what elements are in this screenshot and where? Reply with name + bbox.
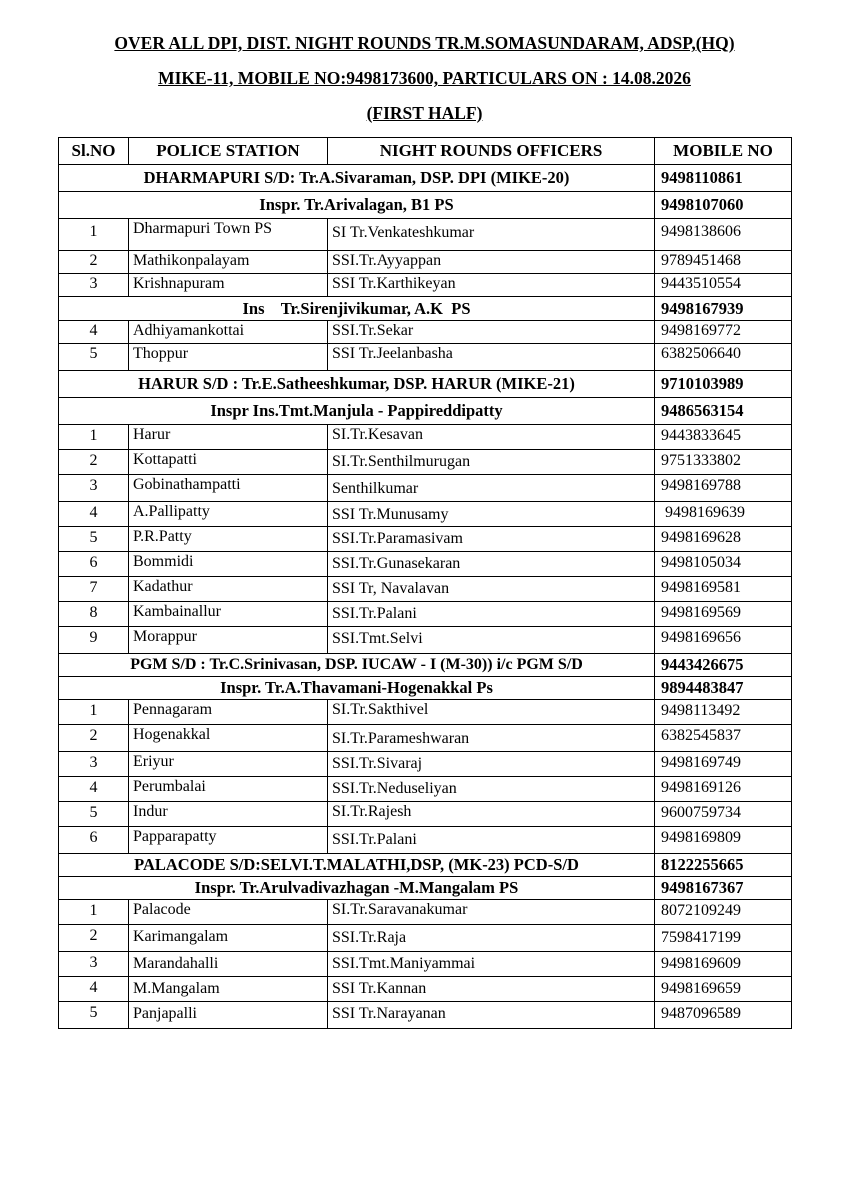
section-mobile: 9894483847 [655,677,792,700]
row-mobile: 9498138606 [655,219,792,251]
row-sl: 1 [59,700,129,725]
row-station: Dharmapuri Town PS [129,219,328,251]
section-mobile: 8122255665 [655,854,792,877]
row-sl: 5 [59,527,129,552]
row-mobile: 9498105034 [655,552,792,577]
section-row [59,654,792,677]
row-mobile: 9498169788 [655,475,792,502]
row-sl: 2 [59,925,129,952]
row-station: Krishnapuram [129,274,328,297]
row-officer: SI.Tr.Parameshwaran [328,725,655,752]
row-station: Kadathur [129,577,328,602]
table-row [59,274,792,297]
row-sl: 2 [59,251,129,274]
section-row [59,165,792,192]
row-officer: SI.Tr.Saravanakumar [328,900,655,925]
row-mobile: 9498169628 [655,527,792,552]
row-mobile: 9498169809 [655,827,792,854]
row-sl: 6 [59,552,129,577]
section-mobile: 9498167367 [655,877,792,900]
row-station: Perumbalai [129,777,328,802]
row-officer: SI.Tr.Sakthivel [328,700,655,725]
document-subtitle: MIKE-11, MOBILE NO:9498173600, PARTICULARS ON : 14.08.2026 [158,68,691,88]
row-station: Adhiyamankottai [129,321,328,344]
row-station: Kambainallur [129,602,328,627]
section-title: Inspr. Tr.A.Thavamani-Hogenakkal Ps [59,677,655,700]
row-mobile: 9498169569 [655,602,792,627]
row-mobile: 9443510554 [655,274,792,297]
table-row [59,1002,792,1029]
table-row [59,219,792,251]
section-title: PGM S/D : Tr.C.Srinivasan, DSP. IUCAW - I (M-30)) i/c PGM S/D [59,654,655,677]
row-sl: 3 [59,475,129,502]
row-mobile: 9751333802 [655,450,792,475]
table-row [59,577,792,602]
row-station: Morappur [129,627,328,654]
row-mobile: 6382506640 [655,344,792,371]
section-title: Inspr Ins.Tmt.Manjula - Pappireddipatty [59,398,655,425]
table-row [59,502,792,527]
row-officer: SSI.Tmt.Maniyammai [328,952,655,977]
row-officer: SI.Tr.Rajesh [328,802,655,827]
document-title: OVER ALL DPI, DIST. NIGHT ROUNDS TR.M.SOMASUNDARAM, ADSP,(HQ) [114,33,735,53]
row-sl: 1 [59,219,129,251]
row-mobile: 9443833645 [655,425,792,450]
row-mobile: 6382545837 [655,725,792,752]
table-row [59,952,792,977]
section-title: Ins Tr.Sirenjivikumar, A.K PS [59,297,655,321]
row-sl: 8 [59,602,129,627]
table-row [59,344,792,371]
section-row [59,192,792,219]
row-officer: SSI.Tr.Raja [328,925,655,952]
row-station: Gobinathampatti [129,475,328,502]
section-row [59,398,792,425]
row-sl: 4 [59,321,129,344]
section-title: DHARMAPURI S/D: Tr.A.Sivaraman, DSP. DPI (MIKE-20) [59,165,655,192]
row-sl: 2 [59,450,129,475]
column-header-station: POLICE STATION [129,138,328,165]
row-sl: 3 [59,274,129,297]
row-station: Mathikonpalayam [129,251,328,274]
row-station: Panjapalli [129,1002,328,1029]
row-station: Bommidi [129,552,328,577]
section-mobile: 9443426675 [655,654,792,677]
row-officer: SSI.Tmt.Selvi [328,627,655,654]
row-officer: SSI Tr.Kannan [328,977,655,1002]
table-row [59,827,792,854]
row-station: Hogenakkal [129,725,328,752]
section-title: HARUR S/D : Tr.E.Satheeshkumar, DSP. HARUR (MIKE-21) [59,371,655,398]
section-mobile: 9710103989 [655,371,792,398]
section-mobile: 9498110861 [655,165,792,192]
row-sl: 4 [59,777,129,802]
column-header-officers: NIGHT ROUNDS OFFICERS [328,138,655,165]
table-row [59,925,792,952]
row-station: P.R.Patty [129,527,328,552]
row-station: A.Pallipatty [129,502,328,527]
row-officer: SSI.Tr.Sekar [328,321,655,344]
row-officer: Senthilkumar [328,475,655,502]
row-mobile: 9498169609 [655,952,792,977]
section-title: Inspr. Tr.Arivalagan, B1 PS [59,192,655,219]
table-row [59,725,792,752]
row-sl: 3 [59,952,129,977]
row-mobile: 9789451468 [655,251,792,274]
row-mobile: 9498169749 [655,752,792,777]
row-officer: SSI.Tr.Palani [328,827,655,854]
table-row [59,802,792,827]
table-row [59,450,792,475]
row-sl: 5 [59,344,129,371]
row-officer: SI Tr.Venkateshkumar [328,219,655,251]
table-row [59,752,792,777]
row-station: Thoppur [129,344,328,371]
row-officer: SSI Tr, Navalavan [328,577,655,602]
row-officer: SSI.Tr.Ayyappan [328,251,655,274]
row-officer: SI.Tr.Kesavan [328,425,655,450]
table-row [59,321,792,344]
row-station: Karimangalam [129,925,328,952]
section-mobile: 9498167939 [655,297,792,321]
row-station: Kottapatti [129,450,328,475]
row-station: Papparapatty [129,827,328,854]
row-station: Pennagaram [129,700,328,725]
section-mobile: 9498107060 [655,192,792,219]
row-sl: 2 [59,725,129,752]
section-row [59,854,792,877]
row-officer: SSI.Tr.Paramasivam [328,527,655,552]
row-officer: SI.Tr.Senthilmurugan [328,450,655,475]
row-sl: 1 [59,900,129,925]
table-row [59,900,792,925]
row-officer: SSI Tr.Karthikeyan [328,274,655,297]
table-row [59,602,792,627]
table-row [59,552,792,577]
row-officer: SSI Tr.Narayanan [328,1002,655,1029]
row-station: Marandahalli [129,952,328,977]
row-sl: 4 [59,502,129,527]
section-title: PALACODE S/D:SELVI.T.MALATHI,DSP, (MK-23) PCD-S/D [59,854,655,877]
table-row [59,627,792,654]
row-mobile: 9487096589 [655,1002,792,1029]
row-mobile: 9498169126 [655,777,792,802]
row-mobile: 9600759734 [655,802,792,827]
table-row [59,475,792,502]
section-row [59,677,792,700]
row-officer: SSI.Tr.Neduseliyan [328,777,655,802]
row-mobile: 9498169656 [655,627,792,654]
row-sl: 3 [59,752,129,777]
row-mobile: 9498169581 [655,577,792,602]
table-row [59,977,792,1002]
section-row [59,371,792,398]
row-mobile: 8072109249 [655,900,792,925]
row-officer: SSI Tr.Munusamy [328,502,655,527]
night-rounds-table [58,137,792,1029]
row-station: Palacode [129,900,328,925]
row-sl: 5 [59,802,129,827]
section-mobile: 9486563154 [655,398,792,425]
row-sl: 5 [59,1002,129,1029]
table-row [59,425,792,450]
table-header-row [59,138,792,165]
row-sl: 6 [59,827,129,854]
row-station: M.Mangalam [129,977,328,1002]
table-row [59,700,792,725]
table-row [59,527,792,552]
column-header-mobile: MOBILE NO [655,138,792,165]
row-officer: SSI Tr.Jeelanbasha [328,344,655,371]
row-sl: 9 [59,627,129,654]
row-mobile: 9498169772 [655,321,792,344]
shift-label: (FIRST HALF) [366,103,483,123]
section-row [59,877,792,900]
row-sl: 4 [59,977,129,1002]
table-row [59,777,792,802]
row-mobile: 7598417199 [655,925,792,952]
row-station: Eriyur [129,752,328,777]
row-mobile: 9498169659 [655,977,792,1002]
row-sl: 7 [59,577,129,602]
row-officer: SSI.Tr.Palani [328,602,655,627]
section-row [59,297,792,321]
row-station: Harur [129,425,328,450]
row-sl: 1 [59,425,129,450]
row-mobile: 9498113492 [655,700,792,725]
row-officer: SSI.Tr.Sivaraj [328,752,655,777]
section-title: Inspr. Tr.Arulvadivazhagan -M.Mangalam PS [59,877,655,900]
table-row [59,251,792,274]
column-header-sl: Sl.NO [59,138,129,165]
row-station: Indur [129,802,328,827]
row-mobile: 9498169639 [655,502,792,527]
row-officer: SSI.Tr.Gunasekaran [328,552,655,577]
